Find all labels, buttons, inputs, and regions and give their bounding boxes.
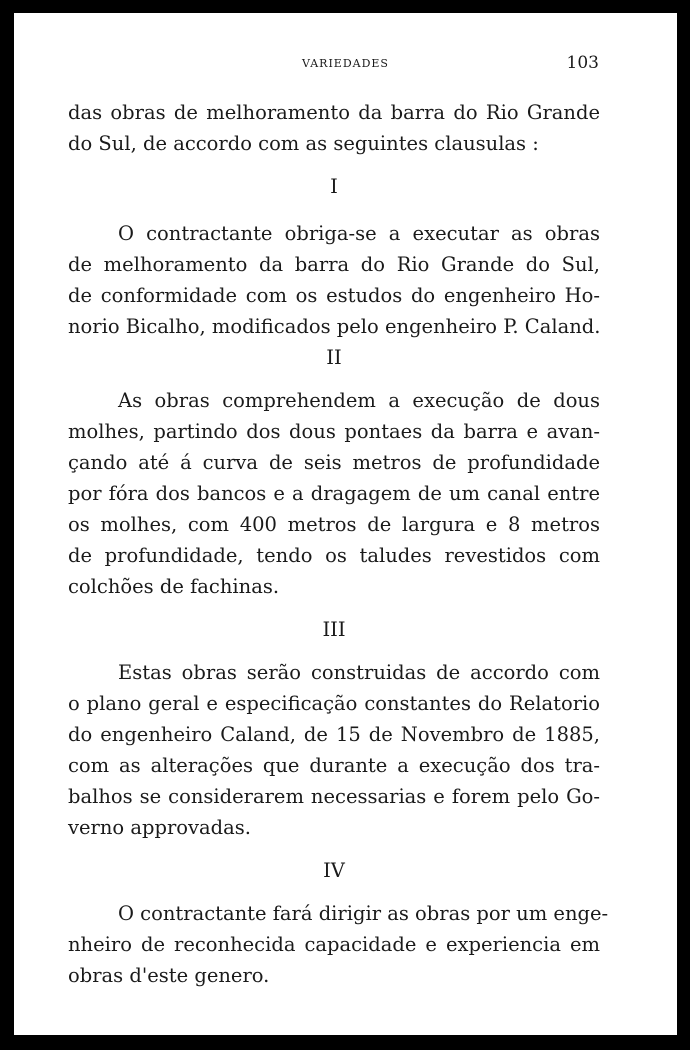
text-line: molhes, partindo dos dous pontaes da barra e avan- bbox=[68, 420, 600, 443]
text-line: As obras comprehendem a execução de dous bbox=[118, 389, 600, 412]
text-line: de conformidade com os estudos do engenheiro Ho- bbox=[68, 284, 600, 307]
intro-paragraph bbox=[68, 97, 600, 159]
text-line: norio Bicalho, modificados pelo engenheiro P. Caland. bbox=[68, 315, 601, 338]
text-line: os molhes, com 400 metros de largura e 8 metros bbox=[68, 513, 600, 536]
text-line: com as alterações que durante a execução dos tra- bbox=[68, 754, 600, 777]
text-line: obras d'este genero. bbox=[68, 964, 270, 987]
page-number: 103 bbox=[566, 53, 599, 73]
book-page bbox=[14, 13, 677, 1035]
running-title: VARIEDADES bbox=[302, 57, 389, 70]
running-head bbox=[14, 53, 677, 75]
text-line: do engenheiro Caland, de 15 de Novembro de 1885, bbox=[68, 723, 600, 746]
section-heading-ii: II bbox=[326, 346, 342, 369]
section-heading-i: I bbox=[330, 175, 338, 198]
text-line: O contractante obriga-se a executar as obras bbox=[118, 222, 600, 245]
text-line: çando até á curva de seis metros de profundidade bbox=[68, 451, 600, 474]
text-line: de melhoramento da barra do Rio Grande do Sul, bbox=[68, 253, 600, 276]
section-iii-paragraph bbox=[68, 657, 600, 843]
body-text bbox=[68, 97, 609, 991]
text-line: o plano geral e especificação constantes do Relatorio bbox=[68, 692, 600, 715]
text-line: do Sul, de accordo com as seguintes clausulas : bbox=[68, 132, 539, 155]
section-i-paragraph bbox=[68, 218, 600, 342]
text-line: por fóra dos bancos e a dragagem de um canal entre bbox=[68, 482, 600, 505]
text-line: Estas obras serão construidas de accordo com bbox=[118, 661, 600, 684]
section-heading-iii: III bbox=[322, 618, 346, 641]
text-line: balhos se considerarem necessarias e forem pelo Go- bbox=[68, 785, 600, 808]
text-line: verno approvadas. bbox=[68, 816, 251, 839]
section-heading-iv: IV bbox=[323, 859, 345, 882]
text-line: O contractante fará dirigir as obras por um enge- bbox=[118, 902, 609, 925]
text-line: colchões de fachinas. bbox=[68, 575, 280, 598]
text-line: de profundidade, tendo os taludes revestidos com bbox=[68, 544, 600, 567]
text-line: das obras de melhoramento da barra do Rio Grande bbox=[68, 101, 600, 124]
section-iv-paragraph bbox=[68, 898, 609, 991]
section-ii-paragraph bbox=[68, 385, 600, 602]
text-line: nheiro de reconhecida capacidade e experiencia em bbox=[68, 933, 600, 956]
